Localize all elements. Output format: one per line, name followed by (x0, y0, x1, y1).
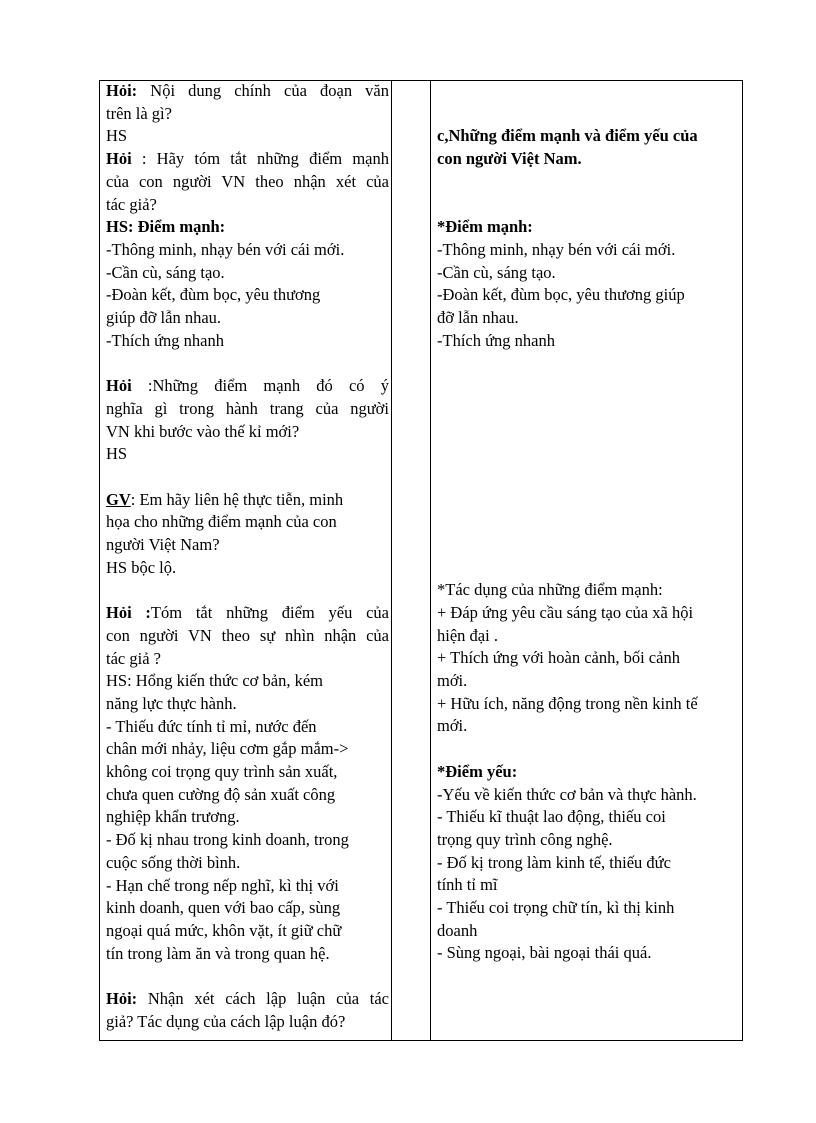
table-border-right (742, 80, 743, 1041)
text-line (106, 670, 389, 693)
text-line (437, 784, 737, 807)
line-text: giả? Tác dụng của cách lập luận đó? (106, 1011, 346, 1031)
text-line (106, 625, 389, 648)
text-line (437, 852, 737, 875)
text-line (437, 670, 737, 693)
text-line (106, 307, 389, 330)
blank-line (106, 352, 389, 375)
text-line (437, 920, 737, 943)
blank-line (437, 352, 737, 375)
text-line (437, 693, 737, 716)
line-text: Nội dung chính của đoạn văn (137, 81, 389, 100)
line-text: doanh (437, 920, 478, 940)
text-line (106, 511, 389, 534)
line-text: trọng quy trình công nghệ. (437, 829, 613, 849)
column-divider-1 (391, 80, 392, 1041)
line-text: hiện đại . (437, 625, 498, 645)
blank-line (437, 193, 737, 216)
text-line (437, 148, 737, 171)
bold-label: Hỏi: (106, 989, 138, 1009)
line-text: -Thông minh, nhạy bén với cái mới. (106, 239, 345, 259)
text-line (106, 897, 389, 920)
line-text: giúp đỡ lẫn nhau. (106, 308, 222, 328)
line-text: -Thích ứng nhanh (437, 330, 555, 350)
text-line (437, 897, 737, 920)
line-text: -Đoàn kết, đùm bọc, yêu thương giúp (437, 285, 685, 305)
line-text: - Thiếu coi trọng chữ tín, kì thị kinh (437, 898, 675, 918)
blank-line (437, 103, 737, 126)
text-line (106, 716, 389, 739)
text-line (106, 262, 389, 285)
blank-line (437, 398, 737, 421)
blank-line (437, 80, 737, 103)
line-text: chưa quen cường độ sản xuất công (106, 784, 336, 804)
line-text: : Hãy tóm tắt những điểm mạnh (131, 149, 389, 169)
line-text: - Đố kị nhau trong kinh doanh, trong (106, 830, 349, 850)
text-line (106, 852, 389, 875)
text-line (437, 330, 737, 353)
line-text: -Yếu về kiến thức cơ bản và thực hành. (437, 784, 697, 804)
blank-line (437, 375, 737, 398)
bold-label: Hỏi: (106, 81, 138, 100)
line-text: họa cho những điểm mạnh của con (106, 512, 337, 532)
line-text: - Đố kị trong làm kinh tế, thiếu đức (437, 852, 671, 872)
line-text: của con người VN theo nhận xét của (106, 171, 389, 191)
line-text: HS bộc lộ. (106, 557, 177, 577)
line-text: Tóm tắt những điểm yếu của (150, 603, 389, 623)
text-line (437, 579, 737, 602)
text-line (106, 148, 389, 171)
text-line (106, 602, 389, 625)
text-line (437, 284, 737, 307)
line-text: :Những điểm mạnh đó có ý (131, 376, 389, 396)
text-line (106, 648, 389, 671)
line-text: người Việt Nam? (106, 535, 220, 555)
text-line (437, 761, 737, 784)
text-line (437, 806, 737, 829)
blank-line (437, 738, 737, 761)
teacher-student-column (106, 80, 389, 1033)
bold-label: con người Việt Nam. (437, 149, 582, 169)
text-line (106, 988, 389, 1011)
line-text: - Sùng ngoại, bài ngoại thái quá. (437, 943, 652, 963)
column-divider-2 (430, 80, 431, 1041)
line-text: -Thông minh, nhạy bén với cái mới. (437, 239, 676, 259)
text-line (437, 874, 737, 897)
text-line (437, 715, 737, 738)
text-line (106, 806, 389, 829)
text-line (106, 216, 389, 239)
text-line (106, 330, 389, 353)
blank-line (437, 466, 737, 489)
line-text: Nhận xét cách lập luận của tác (137, 989, 389, 1009)
bold-label: HS: Điểm mạnh: (106, 217, 226, 237)
text-line (437, 647, 737, 670)
line-text: : Em hãy liên hệ thực tiễn, minh (130, 489, 344, 509)
table-border-left (99, 80, 100, 1041)
text-line (437, 602, 737, 625)
line-text: cuộc sống thời bình. (106, 852, 241, 872)
blank-line (437, 420, 737, 443)
line-text: con người VN theo sự nhìn nhận của (106, 625, 389, 645)
line-text: + Thích ứng với hoàn cảnh, bối cảnh (437, 648, 680, 668)
line-text: HS (106, 126, 128, 146)
line-text: mới. (437, 671, 468, 691)
underlined-label: GV (106, 489, 131, 509)
text-line (437, 216, 737, 239)
bold-label: Hỏi (106, 149, 132, 169)
text-line (106, 194, 389, 217)
text-line (106, 284, 389, 307)
text-line (106, 557, 389, 580)
text-line (106, 738, 389, 761)
blank-line (437, 443, 737, 466)
line-text: nghĩa gì trong hành trang của người (106, 398, 389, 418)
line-text: mới. (437, 716, 468, 736)
blank-line (437, 171, 737, 194)
text-line (106, 239, 389, 262)
line-text: tín trong làm ăn và trong quan hệ. (106, 943, 330, 963)
bold-label: Hỏi : (106, 603, 151, 623)
bold-label: Hỏi (106, 376, 132, 396)
text-line (106, 103, 389, 126)
blank-line (437, 511, 737, 534)
line-text: ngoại quá mức, khôn vặt, ít giữ chữ (106, 920, 342, 940)
text-line (437, 262, 737, 285)
blank-line (106, 579, 389, 602)
text-line (106, 875, 389, 898)
text-line (106, 171, 389, 194)
text-line (437, 307, 737, 330)
line-text: kinh doanh, quen với bao cấp, sùng (106, 898, 341, 918)
text-line (106, 761, 389, 784)
line-text: + Hữu ích, năng động trong nền kinh tế (437, 693, 698, 713)
line-text: HS: Hổng kiến thức cơ bản, kém (106, 671, 324, 691)
bold-label: *Điểm mạnh: (437, 217, 533, 237)
line-text: HS (106, 444, 128, 464)
text-line (437, 125, 737, 148)
text-line (106, 943, 389, 966)
content-column (437, 80, 737, 965)
text-line (106, 784, 389, 807)
line-text: VN khi bước vào thế kỉ mới? (106, 421, 300, 441)
line-text: - Hạn chế trong nếp nghĩ, kì thị với (106, 875, 339, 895)
line-text: chân mới nhảy, liệu cơm gắp mắm-> (106, 739, 349, 759)
line-text: nghiệp khẩn trương. (106, 807, 240, 827)
blank-line (437, 534, 737, 557)
blank-line (437, 489, 737, 512)
line-text: tính tỉ mĩ (437, 875, 498, 895)
text-line (106, 443, 389, 466)
line-text: đỡ lẫn nhau. (437, 307, 519, 327)
blank-line (437, 557, 737, 580)
line-text: tác giả ? (106, 648, 161, 668)
text-line (437, 942, 737, 965)
line-text: không coi trọng quy trình sản xuất, (106, 762, 338, 782)
text-line (106, 421, 389, 444)
line-text: tác giả? (106, 194, 157, 214)
text-line (106, 534, 389, 557)
line-text: + Đáp ứng yêu cầu sáng tạo của xã hội (437, 602, 694, 622)
text-line (106, 398, 389, 421)
text-line (106, 1011, 389, 1034)
line-text: - Thiếu kĩ thuật lao động, thiếu coi (437, 807, 666, 827)
bold-label: *Điểm yếu: (437, 761, 518, 781)
line-text: -Cần cù, sáng tạo. (437, 262, 556, 282)
text-line (106, 80, 389, 103)
text-line (106, 920, 389, 943)
line-text: trên là gì? (106, 103, 172, 123)
text-line (437, 239, 737, 262)
text-line (106, 125, 389, 148)
line-text: -Thích ứng nhanh (106, 330, 224, 350)
text-line (437, 829, 737, 852)
text-line (106, 693, 389, 716)
text-line (106, 489, 389, 512)
line-text: -Đoàn kết, đùm bọc, yêu thương (106, 285, 321, 305)
blank-line (106, 466, 389, 489)
line-text: -Cần cù, sáng tạo. (106, 262, 225, 282)
table-border-bottom (99, 1040, 743, 1041)
blank-line (106, 965, 389, 988)
line-text: - Thiếu đức tính tỉ mỉ, nước đến (106, 716, 317, 736)
text-line (437, 625, 737, 648)
bold-label: c,Những điểm mạnh và điểm yếu của (437, 126, 698, 146)
line-text: *Tác dụng của những điểm mạnh: (437, 580, 663, 600)
line-text: năng lực thực hành. (106, 693, 237, 713)
text-line (106, 375, 389, 398)
text-line (106, 829, 389, 852)
